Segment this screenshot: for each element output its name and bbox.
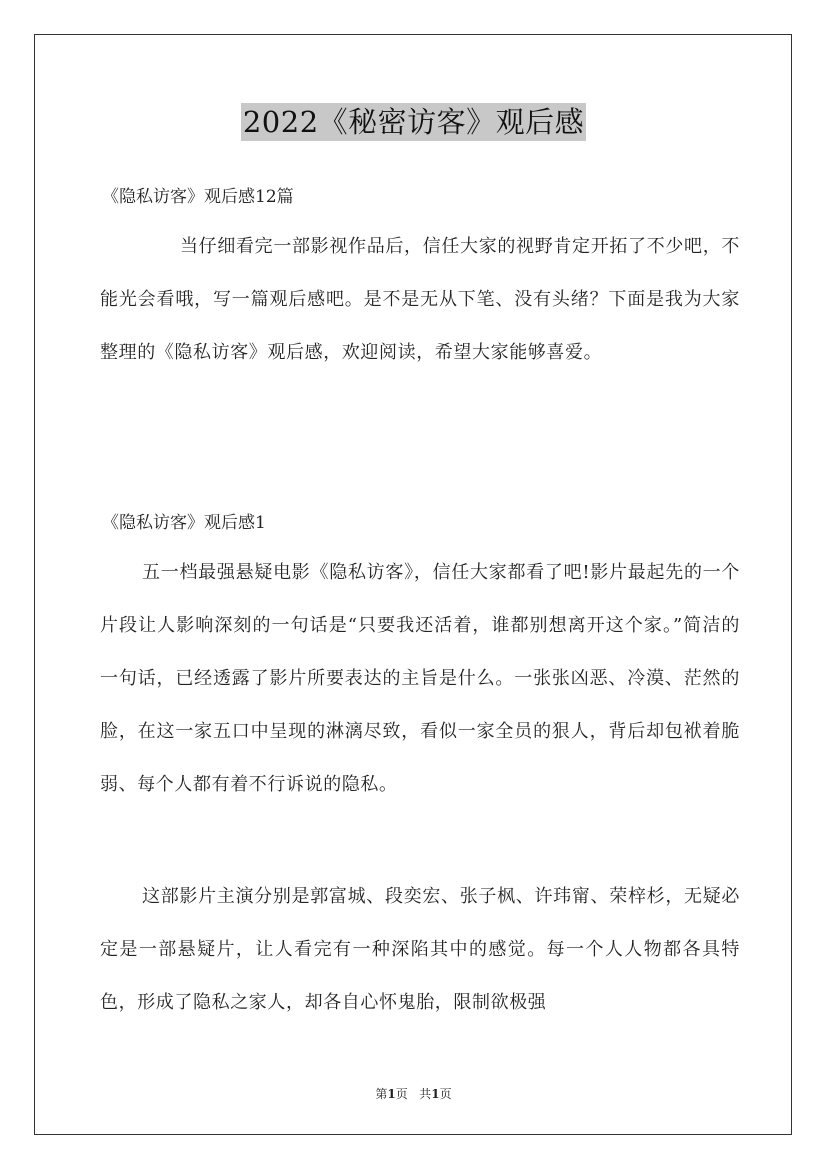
page-footer — [0, 1085, 827, 1102]
section-heading: 《隐私访客》观后感1 — [102, 513, 266, 533]
footer-total-suffix: 页 — [439, 1087, 452, 1101]
body-paragraph-2: 这部影片主演分别是郭富城、段奕宏、张子枫、许玮甯、荣梓杉，无疑必定是一部悬疑片，让人看完有一种深陷其中的感觉。每一个人人物都各具特色，形成了隐私之家人，却各自心怀鬼胎，限制欲极强 — [100, 886, 740, 1013]
footer-page-prefix: 第 — [375, 1087, 388, 1101]
body-paragraph-1: 五一档最强悬疑电影《隐私访客》，信任大家都看了吧!影片最起先的一个片段让人影响深刻的一句话是“只要我还活着，谁都别想离开这个家。”简洁的一句话，已经透露了影片所要表达的主旨是什么。一张张凶恶、冷漠、茫然的脸，在这一家五口中呈现的淋漓尽致，看似一家全员的狠人，背后却包袱着脆弱、每个人都有着不行诉说的隐私。 — [100, 562, 740, 795]
footer-page-total: 1 — [431, 1087, 440, 1101]
intro-paragraph: 当仔细看完一部影视作品后，信任大家的视野肯定开拓了不少吧，不能光会看哦，写一篇观后感吧。是不是无从下笔、没有头绪？下面是我为大家整理的《隐私访客》观后感，欢迎阅读，希望大家能够喜爱。 — [100, 236, 740, 363]
footer-page-suffix: 页 — [395, 1087, 408, 1101]
document-title-wrapper — [0, 100, 827, 141]
footer-page-current: 1 — [387, 1087, 396, 1101]
footer-total-prefix: 共 — [419, 1087, 432, 1101]
document-subtitle: 《隐私访客》观后感12篇 — [102, 187, 294, 207]
document-title: 2022《秘密访客》观后感 — [242, 105, 585, 139]
